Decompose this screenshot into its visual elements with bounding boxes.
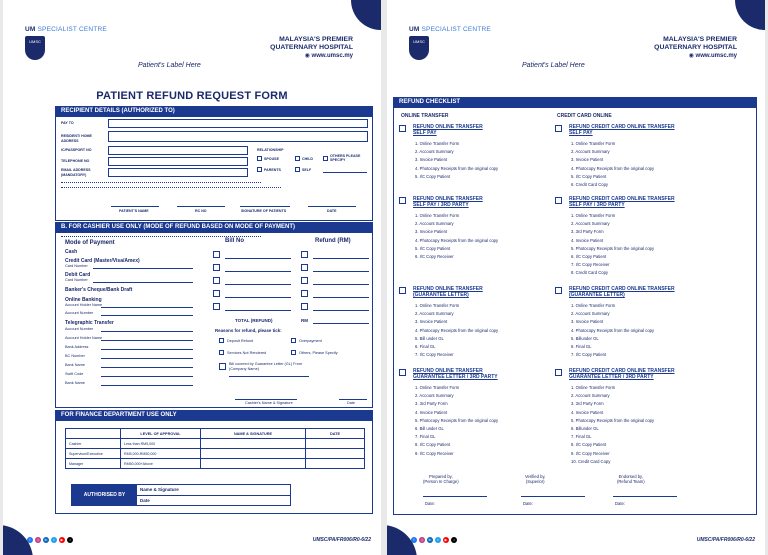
hospital-tagline: MALAYSIA'S PREMIER QUATERNARY HOSPITAL ◉ www.umsc.my — [654, 36, 737, 59]
cashier-sig-line[interactable] — [235, 399, 297, 400]
debit-card-number-line[interactable] — [93, 282, 193, 283]
signature-cell[interactable] — [201, 459, 306, 469]
checklist-item: 4. Invoice Patient — [571, 409, 604, 415]
others-specify-line[interactable] — [323, 172, 367, 173]
checklist-item: 6. Final GL — [571, 344, 592, 349]
checklist-item: 7. Final GL — [571, 434, 592, 440]
checklist-item: 1. Online Transfer Form — [415, 303, 460, 308]
website[interactable]: www.umsc.my — [695, 53, 737, 59]
checklist-item: 7. I/C Copy Patient — [571, 352, 607, 358]
checklist-item: 6. Bill under GL — [415, 426, 444, 431]
checklist-item: 3. Invoice Patient — [571, 157, 604, 163]
recipient-header: RECIPIENT DETAILS (AUTHORIZED TO) — [55, 106, 373, 117]
date-cell[interactable] — [306, 459, 365, 469]
section-checkbox[interactable] — [399, 287, 406, 294]
youtube-icon[interactable]: ▶ — [444, 538, 448, 542]
sig-label: DATE — [327, 209, 337, 213]
checklist-item: 10. Credit Card Copy — [571, 458, 611, 464]
credit-card-online-heading: CREDIT CARD ONLINE — [557, 113, 612, 119]
checklist-item: 2. Account Summary — [571, 221, 610, 227]
checklist-item: 6. I/C Copy Patient — [571, 254, 607, 259]
section-checkbox[interactable] — [399, 125, 406, 132]
checklist-item: 8. Credit Card Copy — [571, 270, 609, 276]
spouse-label: SPOUSE — [264, 157, 279, 161]
section-title: REFUND CREDIT CARD ONLINE TRANSFER GUARANTEE LETTER / 3RD PARTY — [569, 368, 675, 380]
disclaimer-line — [61, 182, 261, 183]
patient-label-area: Patient's Label Here — [522, 62, 585, 69]
refund-line[interactable] — [313, 297, 369, 298]
checklist-item: 2. Account Summary — [415, 221, 454, 227]
total-refund-label: TOTAL (REFUND) — [235, 318, 273, 323]
tt-field-line[interactable] — [101, 349, 193, 350]
credit-card-refund-checkbox[interactable] — [301, 264, 308, 271]
checklist-item: 7. Final GL — [415, 434, 436, 440]
cash-checkbox[interactable] — [213, 251, 220, 258]
bill-line[interactable] — [225, 310, 291, 311]
others-reason-checkbox[interactable] — [291, 350, 296, 355]
others-checkbox[interactable] — [323, 156, 328, 161]
checklist-item: 1. Online Transfer Form — [415, 141, 460, 146]
mode-of-payment-heading: Mode of Payment — [65, 240, 115, 246]
refund-line[interactable] — [313, 310, 369, 311]
deposit-refund-checkbox[interactable] — [219, 338, 224, 343]
checklist-item: 7. I/C Copy Receiver — [415, 352, 454, 358]
form-title: PATIENT REFUND REQUEST FORM — [96, 90, 288, 102]
form-code: UMSC/PA/FR006/R0-6/22 — [696, 537, 755, 543]
self-label: SELF — [302, 168, 312, 172]
checklist-item: 9. I/C Copy Receiver — [571, 450, 610, 456]
cheque-refund-checkbox[interactable] — [301, 290, 308, 297]
cashier-header: B. FOR CASHIER USE ONLY (MODE OF REFUND BASED ON MODE OF PAYMENT) — [55, 222, 373, 233]
checklist-item: 1. Online Transfer Form — [571, 213, 616, 218]
bill-line[interactable] — [225, 284, 291, 285]
checklist-item: 3. 3rd Party Form — [415, 401, 448, 407]
verified-sign-line[interactable] — [521, 496, 585, 497]
reason-label: Overpayment — [299, 339, 322, 343]
online-checkbox[interactable] — [213, 303, 220, 310]
checklist-item: 3. Invoice Patient — [415, 319, 448, 325]
mode-online-banking-label: Online Banking — [65, 297, 102, 303]
tt-field-line[interactable] — [101, 358, 193, 359]
sig-label: PATIENT'S NAME — [119, 209, 149, 213]
checklist-item: 1. Online Transfer Form — [571, 141, 616, 146]
linkedin-icon[interactable]: in — [44, 538, 48, 542]
refund-heading: Refund (RM) — [315, 238, 351, 244]
section-title: REFUND ONLINE TRANSFER SELF PAY / 3RD PARTY — [413, 196, 483, 208]
card-number-label: Card Number — [65, 264, 88, 268]
online-account-line[interactable] — [101, 315, 193, 316]
col-header: LEVEL OF APPROVAL — [121, 429, 201, 439]
col-header — [66, 429, 121, 439]
checklist-item: 8. I/C Copy Patient — [415, 442, 451, 448]
tiktok-icon[interactable]: ♪ — [451, 537, 457, 543]
table-row — [66, 459, 365, 469]
checklist-item: 7. I/C Copy Receiver — [571, 262, 610, 268]
tt-field-label: Swift Code — [65, 372, 84, 376]
checklist-item: 5. I/C Copy Patient — [415, 245, 451, 251]
section-checkbox[interactable] — [555, 197, 562, 204]
others-label: OTHERS PLEASE SPECIFY — [330, 154, 361, 162]
tt-field-line[interactable] — [101, 367, 193, 368]
section-title: REFUND ONLINE TRANSFER SELF PAY — [413, 124, 483, 136]
facebook-icon[interactable]: f — [411, 537, 417, 543]
rm-label: RM — [301, 318, 308, 323]
table-row — [66, 449, 365, 459]
auth-name-sig-field[interactable]: Name & Signature — [137, 485, 290, 496]
refund-line[interactable] — [313, 258, 369, 259]
bill-line[interactable] — [225, 258, 291, 259]
tt-field-label: Account Holder Name — [65, 336, 103, 340]
checklist-item: 9. I/C Copy Receiver — [415, 450, 454, 456]
child-label: CHILD — [302, 157, 313, 161]
checklist-item: 1. Online Transfer Form — [571, 303, 616, 308]
checklist-item: 6. Credit Card Copy — [571, 182, 609, 187]
checklist-item: 4. Invoice Patient — [571, 237, 604, 243]
refund-form-page — [3, 0, 381, 555]
cashier-date-label: Date — [347, 401, 356, 405]
checklist-item: 4. Photocopy Receipts from the original copy — [571, 327, 655, 333]
checklist-header: REFUND CHECKLIST — [393, 97, 757, 108]
tiktok-icon[interactable]: ♪ — [67, 537, 73, 543]
role-cell: Cashier — [66, 439, 121, 449]
checklist-item: 2. Account Summary — [415, 393, 454, 399]
address-input[interactable] — [108, 131, 368, 142]
address-label: RESIDENT/ HOME ADDRESS — [61, 134, 92, 143]
date-label: Date: — [615, 501, 626, 506]
checklist-item: 4. Photocopy Receipts from the original copy — [571, 165, 655, 171]
online-transfer-heading: ONLINE TRANSFER — [401, 113, 449, 119]
services-checkbox[interactable] — [219, 350, 224, 355]
parents-label: PARENTS — [264, 168, 281, 172]
shield-logo-icon: UMSC — [409, 36, 429, 60]
form-code: UMSC/PA/FR006/R0-6/22 — [312, 537, 371, 543]
section-checkbox[interactable] — [555, 287, 562, 294]
section-checkbox[interactable] — [555, 369, 562, 376]
checklist-item: 3. Invoice Patient — [571, 319, 604, 325]
account-holder-label: Account Holder Name — [65, 303, 103, 307]
gl-reason-label: Bill covered by Guarantee Letter (GL) From (Company Name) — [229, 362, 303, 371]
authorised-by-label: AUTHORISED BY — [72, 485, 137, 505]
brand-name: UM SPECIALIST CENTRE — [409, 26, 491, 33]
col-header: DATE — [306, 429, 365, 439]
social-icons — [27, 537, 73, 543]
sig-label: RC NO — [195, 209, 207, 213]
mode-debit-card-label: Debit Card — [65, 272, 91, 278]
section-checkbox[interactable] — [399, 197, 406, 204]
gl-company-line[interactable] — [229, 376, 309, 377]
patient-signature-line[interactable] — [240, 206, 290, 207]
checklist-item: 2. Account Summary — [571, 149, 610, 155]
checklist-item: 1. Online Transfer Form — [415, 213, 460, 218]
facebook-icon[interactable]: f — [27, 537, 33, 543]
date-cell[interactable] — [306, 449, 365, 459]
level-cell: RM5,000-RM50,000 — [121, 449, 201, 459]
auth-date-field[interactable]: Date — [140, 498, 150, 503]
instagram-icon[interactable]: ◎ — [36, 538, 40, 542]
checklist-item: 2. Account Summary — [571, 393, 610, 399]
checklist-item: 5. Billunder GL — [571, 335, 599, 341]
gl-checkbox[interactable] — [219, 363, 226, 370]
website[interactable]: www.umsc.my — [311, 53, 353, 59]
signature-cell[interactable] — [201, 439, 306, 449]
youtube-icon[interactable]: ▶ — [60, 538, 64, 542]
reason-label: Services Not Rendered — [227, 351, 267, 355]
checklist-item: 4. Photocopy Receipts from the original copy — [415, 237, 499, 243]
tt-field-line[interactable] — [101, 385, 193, 386]
approval-table — [65, 428, 365, 469]
cashier-sig-label: Cashier's Name & Signature — [245, 401, 293, 405]
email-label: EMAIL ADDRESS (MANDATORY) — [61, 168, 91, 177]
email-input[interactable] — [108, 168, 248, 177]
section-title: REFUND CREDIT CARD ONLINE TRANSFER (GUARANTEE LETTER) — [569, 286, 675, 298]
checklist-item: 5. I/C Copy Patient — [571, 173, 607, 179]
twitter-icon[interactable]: t — [51, 537, 57, 543]
parents-checkbox[interactable] — [257, 167, 262, 172]
checklist-item: 5. I/C Copy Patient — [415, 173, 451, 179]
level-cell: RM50,000+Above — [121, 459, 201, 469]
self-checkbox[interactable] — [295, 167, 300, 172]
brand-block — [409, 26, 491, 60]
bill-line[interactable] — [225, 297, 291, 298]
cashier-date-line[interactable] — [339, 399, 367, 400]
overpayment-checkbox[interactable] — [291, 338, 296, 343]
patient-label-area: Patient's Label Here — [138, 62, 201, 69]
reasons-heading: Reasons for refund, please tick: — [215, 328, 282, 333]
pay-to-input[interactable] — [108, 119, 368, 128]
checklist-item: 3. Invoice Patient — [415, 229, 448, 235]
shield-logo-icon: UMSC — [25, 36, 45, 60]
checklist-item: 8. I/C Copy Patient — [571, 442, 607, 448]
debit-card-refund-checkbox[interactable] — [301, 277, 308, 284]
cheque-checkbox[interactable] — [213, 290, 220, 297]
col-header: NAME & SIGNATURE — [201, 429, 306, 439]
finance-header: FOR FINANCE DEPARTMENT USE ONLY — [55, 410, 373, 421]
corner-decoration — [735, 0, 765, 30]
reason-label: Others, Please Specify — [299, 351, 338, 355]
section-title: REFUND CREDIT CARD ONLINE TRANSFER SELF PAY / 3RD PARTY — [569, 196, 675, 208]
reason-label: Deposit Refund — [227, 339, 254, 343]
tt-field-line[interactable] — [101, 340, 193, 341]
checklist-item: 1. Online Transfer Form — [571, 385, 616, 390]
signoff-prepared: Prepared by, (Person In Charge) — [423, 474, 459, 484]
tt-field-label: Bank Name — [65, 363, 85, 367]
checklist-item: 2. Account Summary — [415, 149, 454, 155]
social-icons — [411, 537, 457, 543]
checklist-item: 6. Billunder GL — [571, 426, 599, 431]
checklist-item: 3. 3rd Party Form — [571, 401, 604, 407]
relationship-label: RELATIONSHIP — [257, 148, 284, 152]
checklist-item: 4. Invoice Patient — [415, 409, 448, 415]
refund-line[interactable] — [313, 284, 369, 285]
mode-cash-label: Cash — [65, 249, 78, 255]
instruction-line — [61, 236, 261, 237]
mode-telegraphic-label: Telegraphic Transfer — [65, 320, 114, 326]
disclaimer-line — [61, 187, 281, 188]
ic-label: IC/PASSPORT NO — [61, 148, 92, 152]
tt-field-label: Account Number — [65, 327, 94, 331]
tt-field-label: BC Number — [65, 354, 85, 358]
checklist-item: 3. 3rd Party Form — [571, 229, 604, 235]
credit-card-checkbox[interactable] — [213, 264, 220, 271]
signoff-verified: Verified by, (Superior) — [525, 474, 546, 484]
date-line[interactable] — [308, 206, 356, 207]
instagram-icon[interactable]: ◎ — [420, 538, 424, 542]
role-cell: Supervisor/Executive — [66, 449, 121, 459]
date-cell[interactable] — [306, 439, 365, 449]
checklist-item: 5. Photocopy Receipts from the original copy — [415, 417, 499, 423]
checklist-item: 6. I/C Copy Receiver — [415, 254, 454, 259]
level-cell: Less than RM5,000 — [121, 439, 201, 449]
checklist-item: 1. Online Transfer Form — [415, 385, 460, 390]
signature-cell[interactable] — [201, 449, 306, 459]
mode-credit-card-label: Credit Card (Master/Visa/Amex) — [65, 258, 140, 264]
checklist-item: 6. Final GL — [415, 344, 436, 349]
checklist-item: 2. Account Summary — [415, 311, 454, 317]
credit-card-number-line[interactable] — [93, 268, 193, 269]
date-label: Date: — [523, 501, 534, 506]
date-label: Date: — [425, 501, 436, 506]
debit-card-checkbox[interactable] — [213, 277, 220, 284]
refund-line[interactable] — [313, 271, 369, 272]
bill-line[interactable] — [225, 271, 291, 272]
rc-no-line[interactable] — [177, 206, 225, 207]
total-refund-line[interactable] — [313, 323, 369, 324]
role-cell: Manager — [66, 459, 121, 469]
section-title: REFUND ONLINE TRANSFER GUARANTEE LETTER / 3RD PARTY — [413, 368, 498, 380]
checklist-item: 3. Invoice Patient — [415, 157, 448, 163]
section-checkbox[interactable] — [399, 369, 406, 376]
refund-checklist-page — [387, 0, 765, 555]
phone-input[interactable] — [108, 157, 248, 166]
account-number-label: Account Number — [65, 311, 94, 315]
child-checkbox[interactable] — [295, 156, 300, 161]
authorised-by-box — [71, 484, 291, 506]
phone-label: TELEPHONE NO — [61, 159, 90, 163]
checklist-item: 5. Bill under GL — [415, 335, 444, 341]
card-number-label: Card Number — [65, 278, 88, 282]
section-checkbox[interactable] — [555, 125, 562, 132]
globe-icon: ◉ — [304, 53, 312, 59]
bill-no-heading: Bill No — [225, 238, 244, 244]
section-title: REFUND ONLINE TRANSFER (GUARANTEE LETTER) — [413, 286, 483, 298]
prepared-sign-line[interactable] — [423, 496, 487, 497]
cash-refund-checkbox[interactable] — [301, 251, 308, 258]
tt-field-line[interactable] — [101, 331, 193, 332]
brand-block — [25, 26, 107, 60]
checklist-item: 5. Photocopy Receipts from the original copy — [571, 417, 655, 423]
checklist-item: 4. Photocopy Receipts from the original copy — [415, 327, 499, 333]
signoff-endorsed: Endorsed by, (Refund Team) — [617, 474, 645, 484]
tt-field-label: Bank Name — [65, 381, 85, 385]
tt-field-line[interactable] — [101, 376, 193, 377]
linkedin-icon[interactable]: in — [428, 538, 432, 542]
globe-icon: ◉ — [688, 53, 696, 59]
online-holder-line[interactable] — [101, 307, 193, 308]
brand-name: UM SPECIALIST CENTRE — [25, 26, 107, 33]
section-title: REFUND CREDIT CARD ONLINE TRANSFER SELF PAY — [569, 124, 675, 136]
endorsed-sign-line[interactable] — [613, 496, 677, 497]
table-row — [66, 439, 365, 449]
pay-to-label: PAY TO — [61, 121, 74, 125]
checklist-item: 4. Photocopy Receipts from the original copy — [415, 165, 499, 171]
online-refund-checkbox[interactable] — [301, 303, 308, 310]
checklist-item: 5. Photocopy Receipts from the original copy — [571, 245, 655, 251]
ic-input[interactable] — [108, 146, 248, 155]
sig-label: SIGNATURE OF PATIENTS — [241, 209, 287, 213]
patient-name-line[interactable] — [111, 206, 159, 207]
checklist-item: 2. Account Summary — [571, 311, 610, 317]
hospital-tagline: MALAYSIA'S PREMIER QUATERNARY HOSPITAL ◉ www.umsc.my — [270, 36, 353, 59]
mode-cheque-label: Banker's Cheque/Bank Draft — [65, 287, 133, 293]
tt-field-label: Bank Address — [65, 345, 89, 349]
twitter-icon[interactable]: t — [435, 537, 441, 543]
spouse-checkbox[interactable] — [257, 156, 262, 161]
corner-decoration — [351, 0, 381, 30]
